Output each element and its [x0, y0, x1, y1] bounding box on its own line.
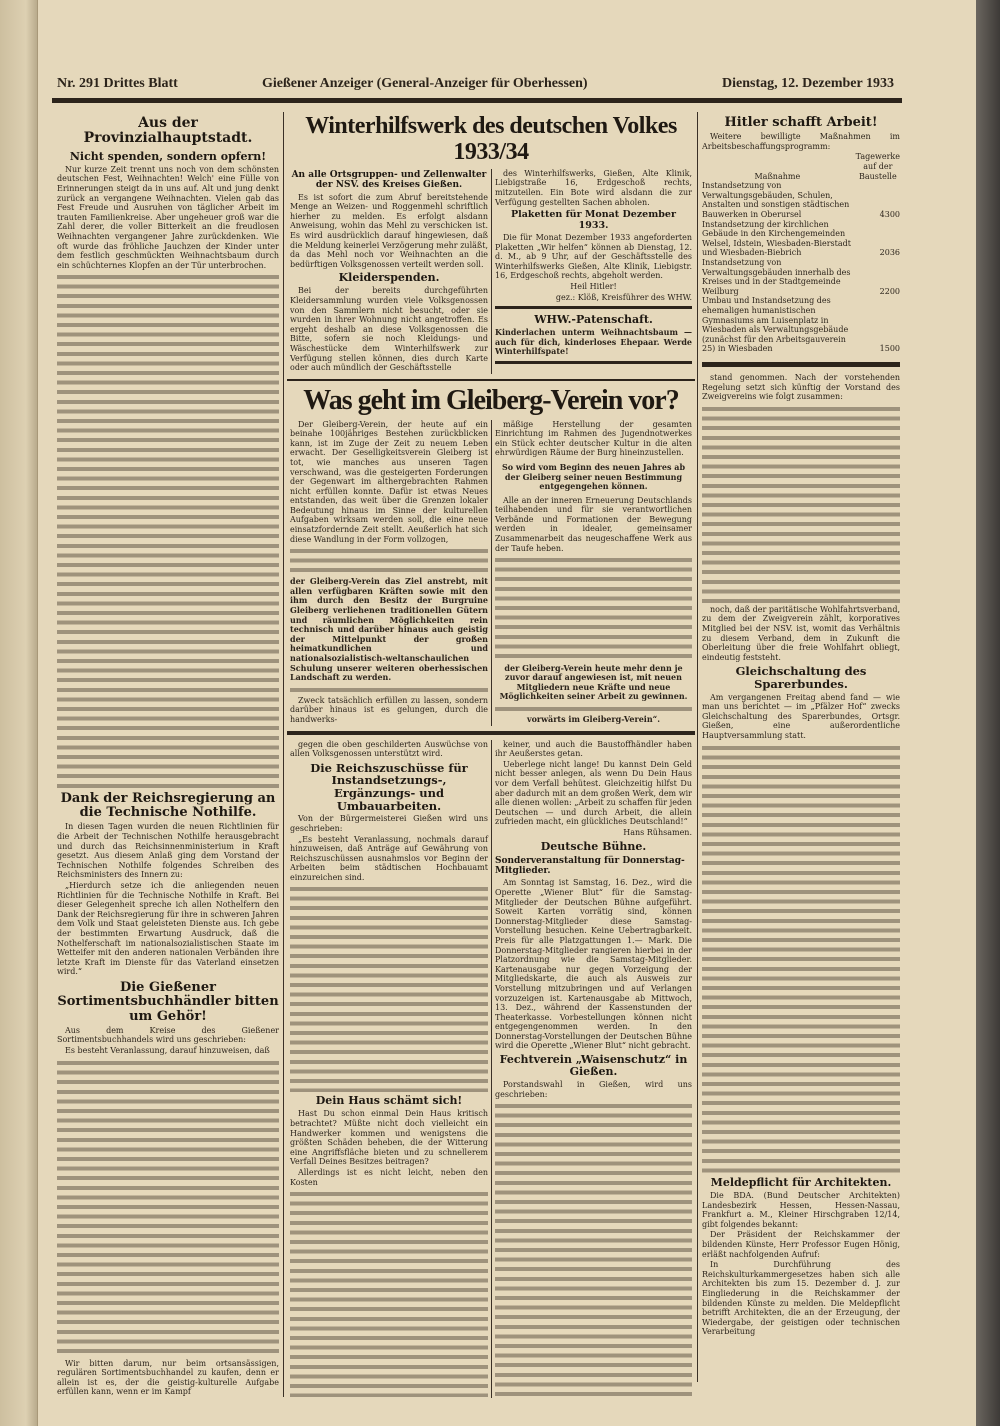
column-divider	[697, 112, 698, 1382]
measures-table	[702, 152, 900, 353]
table-row	[702, 258, 900, 296]
headline: Deutsche Bühne.	[540, 839, 647, 853]
section-lower	[287, 740, 695, 1398]
paragraph: Weitere bewilligte Maßnahmen im Arbeitsbeschaffungsprogramm:	[702, 132, 900, 151]
masthead-rule	[52, 98, 902, 103]
section-rule	[495, 361, 692, 364]
issue-date: Dienstag, 12. Dezember 1933	[722, 76, 894, 91]
paragraph: der Gleiberg-Verein das Ziel anstrebt, mit allen verfügbaren Kräften sowie mit den ihm durch den Besitz der Burgruine Gleiberg verliehenen traditionellen Gütern und räumlichen Möglichkeiten rein technisch und darüber hinaus auch geistig der Mittelpunkt der großen heimatkundlichen und nationalsozialistisch-weltanschaulichen Schulung unserer weiteren oberhessischen Landschaft zu werden.	[290, 576, 488, 683]
whw-right-column	[491, 169, 695, 374]
body-text	[290, 1189, 488, 1397]
measure-cell: Instandsetzung der kirchlichen Gebäude in den Kirchengemeinden Welsel, Idstein, Wiesbaden-Bierstadt und Wiesbaden-Biebrich	[702, 219, 851, 258]
paragraph: Nur kurze Zeit trennt uns noch von dem schönsten deutschen Fest, Weihnachten! Welch' eine Fülle von Erinnerungen steigt da in uns auf. Alt und jung denkt zurück an vergangene Weihnachten. Vielen gab das Fest Freude und Ausruhen von täglicher Arbeit im trauten Familienkreise. Aber ungeheuer groß war die Zahl derer, die voller Bitterkeit an die freudlosen Weihnachten vergangener Jahre zurückdenken. Wie oft wurde das fröhliche Jauchzen der Kinder unter dem festlich geschmückten Weihnachtsbaum durch ein schüchternes Klopfen an der Tür unterbrochen.	[57, 164, 279, 270]
greeting: Heil Hitler!	[570, 282, 617, 291]
days-cell: 1500	[879, 344, 900, 354]
paragraph: Porstandswahl in Gießen, wird uns geschrieben:	[495, 1080, 692, 1099]
paragraph: Hast Du schon einmal Dein Haus kritisch betrachtet? Müßte nicht doch vielleicht ein Handwerker kommen und wenigstens die größten Schäden beheben, die der Witterung eine Angriffsfläche bieten und zu schnellerem Verfall Deines Besitzes beitragen?	[290, 1109, 488, 1167]
paragraph: Am Sonntag ist Samstag, 16. Dez., wird die Operette „Wiener Blut“ für die Samstag-Mitglieder der Deutschen Bühne aufgeführt. Soweit Karten vorrätig sind, können Donnerstag-Mitglieder diese Samstag-Vorstellung besuchen. Keine Uebertragbarkeit. Preis für alle Platzgattungen 1.— Mark. Die Donnerstag-Mitglieder rangieren hierbei in der Platzordnung wie die Samstag-Mitglieder. Kartenausgabe nur gegen Vorzeigung der Mitgliedskarte, die auch als Ausweis zur Vorstellung mitzubringen und auf Verlangen vorzuzeigen ist. Kartenausgabe ab Mittwoch, 13. Dez., während der Kassenstunden der Theaterkasse. Vorbestellungen können nicht entgegengenommen werden. In den Donnerstag-Vorstellungen der Deutschen Bühne wird die Operette „Wiener Blut“ nicht gebracht.	[495, 878, 692, 1051]
column-header: Maßnahme	[754, 171, 801, 181]
body-text	[57, 1058, 279, 1358]
table-row	[702, 296, 900, 354]
paragraph: Ueberlege nicht lange! Du kannst Dein Geld nicht besser anlegen, als wenn Du Dein Haus vor dem Verfall behütest. Gleichzeitig hilfst Du aber dadurch mit an dem großen Werk, dem wir alle dienen wollen: „Arbeit zu schaffen für jeden Deutschen — und durch Arbeit, die allein zufrieden macht, ein glückliches Deutschland!“	[495, 759, 692, 827]
days-cell: 2200	[879, 286, 900, 296]
measure-cell: Instandsetzung von Verwaltungsgebäuden innerhalb des Kreises und in der Stadtgemeinde Weilburg	[702, 258, 851, 296]
body-text	[495, 1101, 692, 1397]
paragraph: Die für Monat Dezember 1933 angeforderten Plaketten „Wir helfen“ können ab Dienstag, 12. d. M., ab 9 Uhr, auf der Geschäftsstelle des Winterhilfswerks Gießen, Alte Klinik, Liebigstr. 16, Erdgeschoß rechts, abgeholt werden.	[495, 233, 692, 281]
paragraph: Es besteht Veranlassung, darauf hinzuweisen, daß	[65, 1046, 270, 1056]
subheadline: Nicht spenden, sondern opfern!	[69, 149, 267, 163]
newspaper-title: Gießener Anzeiger (General-Anzeiger für Oberhessen)	[262, 76, 588, 91]
paragraph: mäßige Herstellung der gesamten Einrichtung im Rahmen des Jugendnotwerkes ein Stück echter deutscher Kultur in die alten ehrwürdigen Räume der Burg hineinzustellen.	[495, 419, 692, 458]
body-text	[702, 404, 900, 604]
gleiberg-left-column	[287, 420, 491, 726]
column-divider	[283, 112, 284, 1397]
headline: Hitler schafft Arbeit!	[724, 115, 878, 130]
section-rule	[287, 379, 695, 381]
subheadline: Kleiderspenden.	[338, 271, 440, 285]
paragraph: stand genommen. Nach der vorstehenden Regelung setzt sich künftig der Vorstand des Zweigvereins wie folgt zusammen:	[702, 372, 900, 402]
binding-edge	[976, 0, 1000, 1426]
subheadline: Plaketten für Monat Dezember 1933.	[511, 209, 676, 231]
column-header: Tagewerke auf der Baustelle	[855, 152, 900, 181]
headline-winterhilfswerk: Winterhilfswerk des deutschen Volkes 1933/34	[305, 113, 677, 166]
subheadline: Sonderveranstaltung für Donnerstag-Mitglieder.	[495, 855, 685, 876]
paragraph: Bei der bereits durchgeführten Kleidersammlung wurden viele Volksgenossen von den Sammlern nicht besucht, oder sie wurden in ihrer Wohnung nicht angetroffen. Es ergeht deshalb an diese Volksgenossen die Bitte, sofern sie noch Kleidungs- und Wäschestücke dem Winterhilfswerk zur Verfügung stellen können, dies durch Karte oder auch mündlich der Geschäftsstelle	[290, 286, 488, 373]
measure-cell: Umbau und Instandsetzung des ehemaligen humanistischen Gymnasiums am Luisenplatz in Wiesbaden als Verwaltungsgebäude (zunächst für den Arbeitsgauverein 25) in Wiesbaden	[702, 296, 849, 354]
headline: Meldepflicht für Architekten.	[710, 1176, 892, 1189]
signature: gez.: Klöß, Kreisführer des WHW.	[555, 292, 692, 302]
table-row	[702, 220, 900, 258]
paragraph: Wir bitten darum, nur beim ortsansässigen, regulären Sortimentsbuchhandel zu kaufen, denn er allein ist es, der die geistig-kulturelle Aufgabe erfüllen kann, wenn er im Kampf	[57, 1358, 279, 1397]
paragraph: Der Präsident der Reichskammer der bildenden Künste, Herr Professor Eugen Hönig, erläßt nachfolgenden Aufruf:	[702, 1230, 900, 1259]
paragraph: Von der Bürgermeisterei Gießen wird uns geschrieben:	[290, 814, 488, 833]
article-provinzialhauptstadt	[57, 113, 279, 1398]
headline: Fechtverein „Waisenschutz“ in Gießen.	[499, 1053, 688, 1079]
paragraph: keiner, und auch die Baustoffhändler haben ihr Aeußerstes getan.	[495, 739, 692, 759]
paragraph: So wird vom Beginn des neuen Jahres ab der Gleiberg seiner neuen Bestimmung entgegengehen können.	[501, 461, 686, 492]
paragraph: Alle an der inneren Erneuerung Deutschlands teilhabenden und für sie verantwortlichen Verbände und Formationen der Bewegung werden in idealer, gemeinsamer Zusammenarbeit das neugeschaffene Werk aus der Taufe heben.	[495, 495, 692, 553]
paragraph: Die BDA. (Bund Deutscher Architekten) Landesbezirk Hessen, Hessen-Nassau, Frankfurt a. M., Kleiner Hirschgraben 12/14, gibt folgendes bekannt:	[702, 1191, 900, 1229]
headline: Dein Haus schämt sich!	[315, 1094, 463, 1108]
issue-number: Nr. 291 Drittes Blatt	[57, 76, 178, 91]
section-rule	[495, 306, 692, 309]
paragraph: Aus dem Kreise des Gießener Sortimentsbuchhandels wird uns geschrieben:	[57, 1025, 279, 1045]
days-cell: 4300	[879, 210, 900, 220]
headline: Die Reichszuschüsse für Instandsetzungs-, Ergänzungs- und Umbauarbeiten.	[310, 760, 468, 813]
table-row	[702, 181, 900, 219]
body-text	[290, 546, 488, 576]
paragraph: Am vergangenen Freitag abend fand — wie man uns berichtet — im „Pfälzer Hof“ zwecks Gleichschaltung des Sparerbundes, Ortsgr. Gießen, eine außerordentliche Hauptversammlung statt.	[702, 692, 900, 740]
author: Hans Rühsamen.	[623, 827, 692, 837]
section-winterhilfswerk	[287, 113, 695, 374]
subheadline: An alle Ortsgruppen- und Zellenwalter der NSV. des Kreises Gießen.	[291, 169, 487, 190]
headline: Die Gießener Sortimentsbuchhändler bitten um Gehör!	[57, 979, 279, 1024]
body-text	[495, 555, 692, 662]
paragraph: vorwärts im Gleiberg-Verein“.	[526, 713, 661, 724]
paragraph: der Gleiberg-Verein heute mehr denn je zuvor darauf angewiesen ist, mit neuen Mitgliedern neue Kräfte und neue Möglichkeiten seiner Arbeit zu gewinnen.	[499, 662, 688, 702]
paragraph: Der Gleiberg-Verein, der heute auf ein beinahe 100jähriges Bestehen zurückblicken kann, ist im Zuge der Zeit zu neuem Leben erwacht. Der Geselligkeitsverein Gleiberg ist tot, wie manches aus unseren Tagen verschwand, was die gesteigerten Forderungen der Gegenwart im althergebrachten Rahmen nicht erfüllen konnte. Dafür ist etwas Neues entstanden, das weit über die Grenzen lokaler Bedeutung hinaus im Sinne der kulturellen Aufgaben wirksam werden soll, die eine neue einsatzfordernde Zeit stellt. Aeußerlich hat sich diese Wandlung in der Form vollzogen,	[290, 419, 488, 544]
lower-right-column	[491, 740, 695, 1398]
paragraph: des Winterhilfswerks, Gießen, Alte Klinik, Liebigstraße 16, Erdgeschoß rechts, mitzuteilen. Ein Bote wird alsdann die zur Verfügung gestellten Sachen abholen.	[495, 168, 692, 207]
paragraph: gegen die oben geschilderten Auswüchse von allen Volksgenossen unterstützt wird.	[290, 739, 488, 759]
gleiberg-right-column	[491, 420, 695, 726]
section-rule	[287, 731, 695, 735]
paragraph: „Hierdurch setze ich die anliegenden neuen Richtlinien für die Technische Nothilfe in Kraft. Bei dieser Gelegenheit spreche ich allen Nothelfern den Dank der Reichsregierung für ihre in schweren Jahren dem Volk und Staat geleisteten Dienste aus. Ich gebe der bestimmten Erwartung Ausdruck, daß die Nothelferschaft im nationalsozialistischen Staate im Wetteifer mit den anderen nationalen Verbänden ihre letzte Kraft im Dienste für das Vaterland einsetzen wird.“	[57, 881, 279, 977]
lower-columns	[287, 740, 695, 1398]
headline: Aus der Provinzialhauptstadt.	[83, 115, 253, 147]
table-header-row	[702, 152, 900, 181]
paragraph: Kinderlachen unterm Weihnachtsbaum — auch für dich, kinderloses Ehepaar. Werde Winterhilfspate!	[495, 327, 692, 357]
body-text	[290, 884, 488, 1092]
headline: Dank der Reichsregierung an die Technische Nothilfe.	[60, 790, 276, 821]
paragraph: Es ist sofort die zum Abruf bereitstehende Menge an Weizen- und Roggenmehl schriftlich hierher zu melden. Es erfolgt alsdann Anweisung, wohin das Mehl zu verschicken ist. Es wird ausdrücklich darauf hingewiesen, daß die Meldung keinerlei Verzögerung mehr zuläßt, da das Mehl noch vor Weihnachten an die bedürftigen Volksgenossen verteilt werden soll.	[290, 192, 488, 269]
adjacent-page-edge	[0, 0, 38, 1426]
lower-left-column	[287, 740, 491, 1398]
whw-columns	[287, 169, 695, 374]
subheadline: WHW.-Patenschaft.	[534, 313, 653, 327]
paragraph: „Es besteht Veranlassung, nochmals darauf hinzuweisen, daß Anträge auf Gewährung von Reichszuschüssen ausnahmslos vor Beginn der Arbeiten beim städtischen Hochbauamt einzureichen sind.	[290, 834, 488, 882]
body-text	[57, 272, 279, 787]
headline-gleiberg: Was geht im Gleiberg-Verein vor?	[303, 384, 679, 416]
paragraph: Allerdings ist es nicht leicht, neben den Kosten	[290, 1167, 488, 1187]
gleiberg-columns	[287, 420, 695, 726]
body-text	[702, 743, 900, 1174]
days-cell: 2036	[879, 248, 900, 258]
article-hitler-schafft-arbeit	[702, 113, 900, 1338]
body-text	[495, 704, 692, 714]
section-gleiberg	[287, 386, 695, 726]
measure-cell: Instandsetzung von Verwaltungsgebäuden, Schulen, Anstalten und sonstigen städtischen Bauwerken in Oberursel	[702, 181, 850, 220]
whw-left-column	[287, 169, 491, 374]
middle-columns	[287, 113, 695, 1398]
paragraph: In diesen Tagen wurden die neuen Richtlinien für die Arbeit der Technischen Nothilfe herausgebracht und durch das Reichsinnenministerium in Kraft gesetzt. Aus diesem Anlaß ging dem Vorstand der Technischen Nothilfe folgendes Schreiben des Reichsministers des Innern zu:	[57, 822, 279, 880]
paragraph: Zweck tatsächlich erfüllen zu lassen, sondern darüber hinaus ist es gelungen, durch die handwerks-	[290, 695, 488, 724]
body-text	[290, 685, 488, 695]
paragraph: noch, daß der paritätische Wohlfahrtsverband, zu dem der Zweigverein zählt, korporatives Mitglied bei der NSV. ist, womit das Verhältnis zu diesem Verband, dem in Zukunft die Oberleitung über die freie Wohlfahrt obliegt, eindeutig feststeht.	[702, 604, 900, 662]
section-rule	[702, 362, 900, 367]
headline: Gleichschaltung des Sparerbundes.	[735, 664, 867, 691]
paragraph: In Durchführung des Reichskulturkammergesetzes haben sich alle Architekten bis zum 15. Dezember d. J. zur Eingliederung in die Reichskammer der bildenden Künste zu melden. Die Meldepflicht betrifft Architekten, die an der Erzeugung, der Wiedergabe, der geistigen oder technischen Verarbeitung	[702, 1260, 900, 1337]
